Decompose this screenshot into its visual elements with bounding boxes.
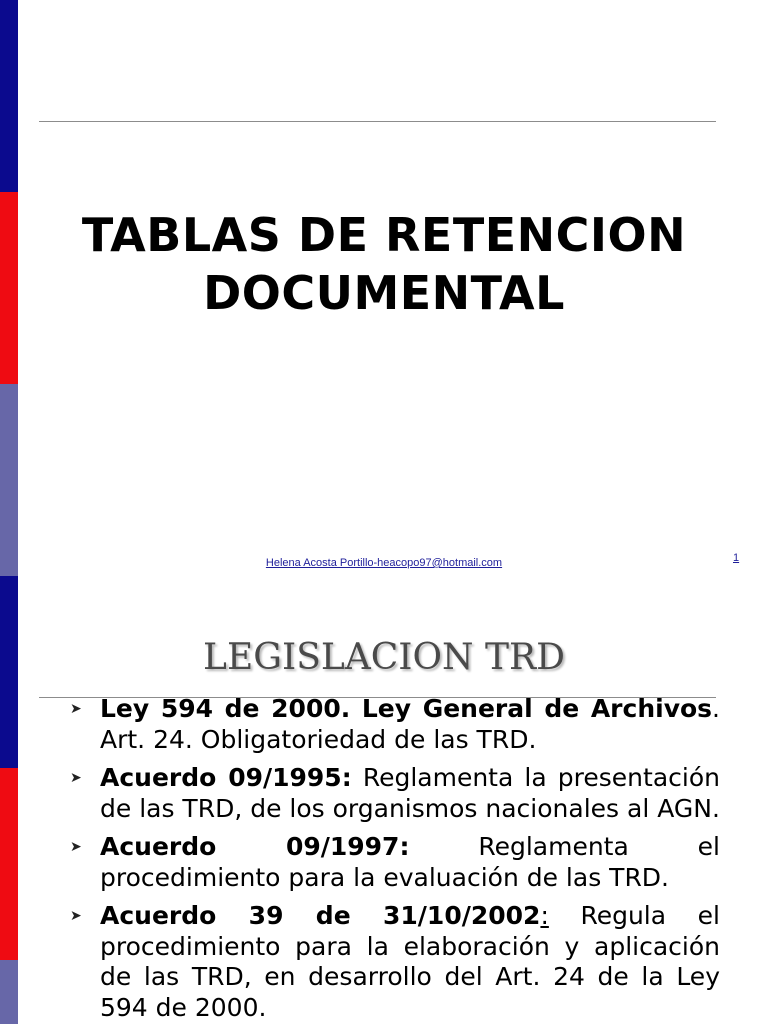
slide-2-title: LEGISLACION TRD [203, 637, 565, 678]
slide-1-title [18, 206, 750, 322]
bullet-lead: Ley 594 de 2000. Ley General de Archivos [100, 694, 713, 723]
arrow-bullet-icon: ➤ [70, 908, 82, 924]
bullet-text: Regula el procedimiento para la elaboración y aplicación de las TRD, en desarrollo del Art. 24 de la Ley 594 de 2000. [100, 901, 720, 1022]
footer-author-email[interactable]: Helena Acosta Portillo-heacopo97@hotmail.com [265, 557, 503, 569]
top-divider [39, 121, 716, 122]
side-bar-segment [0, 576, 18, 768]
side-bar-segment [0, 192, 18, 384]
bullet-text: Reglamenta la presentación de las TRD, de los organismos nacionales al AGN. [100, 763, 720, 823]
slide-1 [18, 0, 768, 576]
bullet-lead-tail: : [540, 901, 549, 930]
page-number: 1 [733, 552, 740, 564]
arrow-bullet-icon: ➤ [70, 770, 82, 786]
bullet-lead: Acuerdo 09/1997: [100, 832, 410, 861]
side-bar-segment [0, 0, 18, 192]
bullet-lead: Acuerdo 09/1995: [100, 763, 352, 792]
side-color-bar [0, 0, 18, 1024]
title-line-1: TABLAS DE RETENCION [81, 208, 687, 262]
list-item [70, 763, 720, 824]
list-item [70, 901, 720, 1023]
side-bar-segment [0, 768, 18, 960]
list-item [70, 694, 720, 755]
arrow-bullet-icon: ➤ [70, 839, 82, 855]
side-bar-segment [0, 384, 18, 576]
side-bar-segment [0, 960, 18, 1024]
title-line-2: DOCUMENTAL [203, 266, 565, 320]
legislation-list [70, 694, 720, 1024]
bullet-lead: Acuerdo 39 de 31/10/2002 [100, 901, 541, 930]
arrow-bullet-icon: ➤ [70, 701, 82, 717]
list-item [70, 832, 720, 893]
bullet-text: . Art. 24. Obligatoriedad de las TRD. [100, 694, 720, 754]
bullet-text: Reglamenta el procedimiento para la evaluación de las TRD. [100, 832, 720, 892]
slide-2 [18, 576, 768, 1024]
